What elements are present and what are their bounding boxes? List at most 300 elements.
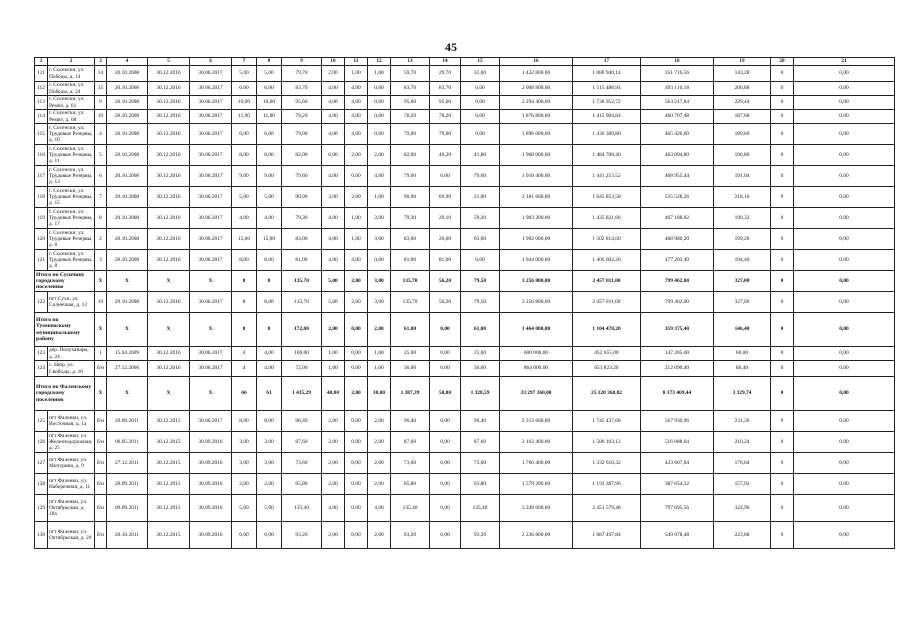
address-cell: г. Сосенски, ул. Ремиз, д. 68	[48, 110, 95, 124]
table-cell: 1 502 814,60	[573, 229, 641, 250]
table-cell: 223,68	[714, 522, 771, 549]
table-cell: 8	[232, 313, 257, 347]
column-number-cell: 3	[95, 58, 107, 66]
table-row	[35, 347, 895, 361]
table-cell: 1 579 200,00	[500, 474, 573, 495]
table-cell: 3,00	[368, 229, 391, 250]
table-cell: 0,00	[430, 166, 461, 187]
table-cell: 2 236 800,00	[500, 522, 573, 549]
table-row	[35, 124, 895, 145]
address-cell: с. Нюр, ул. Свободы, д. 10	[48, 361, 95, 377]
table-cell: 0	[771, 187, 794, 208]
table-cell: 21,00	[461, 187, 500, 208]
table-row	[35, 82, 895, 96]
table-cell: 8,00	[257, 250, 282, 271]
address-cell: пгт Фаленки, ул. Мичурина, д. 9	[48, 453, 95, 474]
table-cell: 20.10.2008	[107, 110, 148, 124]
table-cell: 79,60	[391, 166, 430, 187]
table-cell: 83,70	[282, 82, 322, 96]
table-cell: 1,00	[368, 187, 391, 208]
address-cell: г. Сосенски, ул. Трудовые Резервы, д. 13	[49, 166, 93, 186]
table-cell: б/н	[95, 474, 107, 495]
table-cell: 8,00	[232, 411, 257, 432]
table-row	[35, 453, 895, 474]
table-cell: 30.09.2016	[190, 453, 232, 474]
table-cell: 6,00	[322, 145, 345, 166]
table-cell: 1 944 000,00	[500, 250, 573, 271]
table-cell: 130	[35, 522, 48, 549]
table-cell: 189,60	[714, 124, 771, 145]
table-cell: 0,00	[430, 495, 461, 522]
register-table-body	[35, 58, 895, 549]
table-cell: 0	[771, 82, 794, 96]
table-cell: 79,60	[282, 166, 322, 187]
table-cell: 79,00	[391, 124, 430, 145]
table-row	[35, 474, 895, 495]
table-cell: 123	[35, 347, 48, 361]
table-cell: 0	[771, 145, 794, 166]
table-cell: 0,00	[430, 453, 461, 474]
table-cell: 5,00	[322, 292, 345, 313]
table-cell: 3,00	[322, 187, 345, 208]
table-cell: 20.10.2008	[107, 82, 148, 96]
table-cell: 8	[257, 271, 282, 292]
table-cell: 797 695,56	[641, 495, 714, 522]
table-cell: 0	[771, 522, 794, 549]
table-cell: 5,00	[232, 187, 257, 208]
table-cell: X	[107, 377, 148, 411]
table-cell: 73,60	[391, 453, 430, 474]
table-cell: 90,90	[282, 187, 322, 208]
table-cell: 2,00	[322, 411, 345, 432]
table-cell: 36,00	[461, 361, 500, 377]
table-cell: 3,00	[257, 432, 282, 453]
table-cell: 3 249 600,00	[500, 495, 573, 522]
table-cell: 2,00	[368, 432, 391, 453]
table-cell: 10,00	[257, 96, 282, 110]
table-cell: 95,60	[430, 96, 461, 110]
table-row	[35, 229, 895, 250]
table-cell: 0,00	[345, 453, 368, 474]
table-cell: 3,00	[232, 453, 257, 474]
table-cell: 114	[35, 110, 48, 124]
table-row	[35, 208, 895, 229]
table-cell: 117	[35, 166, 48, 187]
address-cell: пгт Фаленки, ул. Октябрьская, д. 20	[48, 522, 95, 549]
table-cell: 65,80	[282, 474, 322, 495]
table-cell: 6,00	[257, 522, 282, 549]
table-cell: X	[95, 271, 107, 292]
table-cell: 1 992 000,00	[500, 229, 573, 250]
table-cell: 468 955,44	[641, 166, 714, 187]
table-cell: 30.12.2016	[148, 361, 190, 377]
table-cell: 191,04	[714, 166, 771, 187]
table-cell: 4,00	[257, 361, 282, 377]
table-cell: 135,40	[461, 495, 500, 522]
table-row	[35, 361, 895, 377]
table-cell: 0,00	[345, 432, 368, 453]
table-cell: 1,00	[368, 361, 391, 377]
table-cell: 2,00	[368, 474, 391, 495]
table-cell: 1,00	[345, 66, 368, 82]
table-cell: 0,00	[461, 82, 500, 96]
table-cell: 1 876 800,00	[500, 110, 573, 124]
table-cell: 33 297 360,00	[500, 377, 573, 411]
table-cell: 40,20	[430, 145, 461, 166]
table-cell: 116	[35, 145, 48, 166]
table-cell: 30.09.2016	[190, 522, 232, 549]
table-cell: 1 415 904,84	[573, 110, 641, 124]
table-cell: 2,00	[345, 271, 368, 292]
table-cell: 124	[35, 361, 48, 377]
table-cell: 93,20	[282, 522, 322, 549]
table-cell: 0,00	[794, 411, 895, 432]
table-cell: 10,00	[232, 96, 257, 110]
table-cell: 5,00	[257, 66, 282, 82]
address-cell: пгт Фаленки, ул. Набережная, д. 11	[48, 474, 95, 495]
table-cell: 0,00	[430, 361, 461, 377]
table-cell: 2,00	[322, 313, 345, 347]
table-cell: 1 387,39	[391, 377, 430, 411]
address-cell: г. Сосенски, ул. Трудовые Резервы, д. 11	[49, 145, 93, 165]
table-cell: 20.10.2008	[107, 96, 148, 110]
table-row	[35, 250, 895, 271]
table-cell: 1 435 821,66	[573, 208, 641, 229]
table-cell: 2 457 011,00	[573, 271, 641, 292]
table-cell: 194,40	[714, 250, 771, 271]
table-cell: 4,00	[322, 250, 345, 271]
table-row	[35, 187, 895, 208]
table-cell: 8,00	[232, 145, 257, 166]
table-cell: 535 528,26	[641, 187, 714, 208]
table-cell: 4,00	[257, 347, 282, 361]
table-cell: 1	[95, 347, 107, 361]
column-number-cell: 6	[190, 58, 232, 66]
table-cell: 31,00	[461, 66, 500, 82]
table-cell: 61	[257, 377, 282, 411]
column-number-cell: 8	[257, 58, 282, 66]
table-cell: 0	[771, 453, 794, 474]
table-cell: 0,00	[430, 432, 461, 453]
table-cell: 30.12.2016	[148, 96, 190, 110]
table-cell: 0	[771, 250, 794, 271]
table-cell: 146,40	[714, 313, 771, 347]
table-cell: 2,00	[345, 187, 368, 208]
table-cell: 66	[232, 377, 257, 411]
table-cell: 1 191 387,96	[573, 474, 641, 495]
table-cell: 351 716,56	[641, 66, 714, 82]
table-cell: 29,70	[430, 66, 461, 82]
table-cell: 29.10.2008	[107, 292, 148, 313]
table-cell: 0	[771, 124, 794, 145]
table-cell: 4,00	[322, 229, 345, 250]
table-cell: 2 457 011,00	[573, 292, 641, 313]
table-cell: 1 687 497,84	[573, 522, 641, 549]
column-number-cell: 10	[322, 58, 345, 66]
table-row	[35, 145, 895, 166]
table-cell: 15,00	[257, 229, 282, 250]
table-cell: 87,60	[461, 432, 500, 453]
table-cell: 0,00	[345, 411, 368, 432]
table-cell: 30.12.2016	[148, 187, 190, 208]
table-cell: 2 294 400,00	[500, 96, 573, 110]
table-cell: 8,00	[257, 292, 282, 313]
table-cell: 0	[771, 271, 794, 292]
table-cell: 96,40	[391, 411, 430, 432]
table-cell: 1 104 478,20	[573, 313, 641, 347]
table-cell: X	[190, 271, 232, 292]
total-row	[35, 377, 895, 411]
table-cell: 72,00	[282, 361, 322, 377]
table-cell: X	[148, 271, 190, 292]
table-cell: 11,00	[257, 110, 282, 124]
table-cell: 465 420,60	[641, 124, 714, 145]
table-cell: 0,00	[345, 522, 368, 549]
table-cell: 135,70	[391, 271, 430, 292]
table-cell: 83,00	[391, 229, 430, 250]
table-cell: 199,20	[714, 229, 771, 250]
address-cell: г. Сосенски, ул. Ремиз, д. 61	[48, 96, 95, 110]
table-cell: 25 120 360,82	[573, 377, 641, 411]
table-cell: 0,00	[794, 432, 895, 453]
table-cell: 127	[35, 453, 48, 474]
table-cell: 6,00	[257, 82, 282, 96]
table-cell: 61,00	[391, 313, 430, 347]
table-cell: 30.12.2015	[148, 453, 190, 474]
total-label-cell: Итого по Фаленскому городскому поселению	[35, 377, 95, 411]
table-cell: 20.10.2011	[107, 522, 148, 549]
table-cell: 56,20	[430, 271, 461, 292]
table-cell: 5	[95, 145, 107, 166]
table-cell: 4,00	[232, 208, 257, 229]
address-cell: пгт Фаленки, ул. Восточная, д. 1а	[48, 411, 95, 432]
table-cell: 81,00	[282, 250, 322, 271]
table-cell: 14	[95, 66, 107, 82]
table-row	[35, 522, 895, 549]
table-cell: б/н	[95, 411, 107, 432]
total-row	[35, 271, 895, 292]
column-number-cell: 18	[641, 58, 714, 66]
table-cell: 0,00	[794, 187, 895, 208]
table-cell: 212 090,40	[641, 361, 714, 377]
table-cell: 3,00	[232, 432, 257, 453]
table-cell: 2,00	[368, 411, 391, 432]
table-cell: 2,00	[345, 377, 368, 411]
column-number-cell: 14	[430, 58, 461, 66]
table-cell: 4,00	[322, 166, 345, 187]
table-cell: 0,00	[794, 166, 895, 187]
table-cell: 10	[95, 110, 107, 124]
table-cell: 30.12.2016	[148, 208, 190, 229]
table-cell: 73,60	[282, 453, 322, 474]
table-cell: 30.12.2016	[148, 82, 190, 96]
table-cell: 327,00	[714, 292, 771, 313]
column-number-cell: 9	[282, 58, 322, 66]
table-cell: 4,00	[322, 82, 345, 96]
table-cell: 4,00	[322, 124, 345, 145]
table-cell: 93,20	[461, 522, 500, 549]
table-cell: 1 968 000,00	[500, 145, 573, 166]
table-cell: 3,00	[368, 271, 391, 292]
table-cell: 30.12.2016	[148, 229, 190, 250]
table-cell: 3,00	[257, 453, 282, 474]
table-cell: 79,00	[430, 124, 461, 145]
table-cell: 2	[95, 229, 107, 250]
table-cell: 96,40	[282, 411, 322, 432]
table-cell: 1 586 103,12	[573, 432, 641, 453]
table-cell: 0,00	[368, 250, 391, 271]
table-cell: 30.09.2016	[190, 495, 232, 522]
table-cell: 30.06.2017	[190, 187, 232, 208]
table-cell: X	[95, 313, 107, 347]
table-cell: 210,24	[714, 432, 771, 453]
table-cell: 3 256 800,00	[500, 271, 573, 292]
table-cell: 799 462,00	[641, 271, 714, 292]
table-cell: 0,00	[368, 82, 391, 96]
table-cell: 0	[771, 292, 794, 313]
table-row	[35, 166, 895, 187]
address-cell: г. Сосенски, ул. Трудовые Резервы, д. 15	[49, 187, 93, 207]
table-cell: 4	[232, 361, 257, 377]
table-cell: 20.10.2008	[107, 166, 148, 187]
column-number-cell: 17	[573, 58, 641, 66]
table-cell: 58,80	[430, 377, 461, 411]
table-cell: 3,00	[368, 292, 391, 313]
table-cell: 86,40	[714, 361, 771, 377]
table-cell: 2,00	[368, 453, 391, 474]
table-cell: 3,00	[368, 208, 391, 229]
column-number-cell: 19	[714, 58, 771, 66]
table-cell: 8 173 469,44	[641, 377, 714, 411]
table-cell: 81,00	[391, 250, 430, 271]
table-cell: 09.09.2011	[107, 495, 148, 522]
table-cell: 30.06.2017	[190, 229, 232, 250]
table-cell: 20.10.2008	[107, 187, 148, 208]
table-cell: 2,00	[345, 145, 368, 166]
table-cell: 30.12.2016	[148, 110, 190, 124]
table-cell: 0,00	[345, 166, 368, 187]
table-cell: 30.12.2016	[148, 66, 190, 82]
table-cell: 2 008 800,00	[500, 82, 573, 96]
table-cell: 0	[771, 377, 794, 411]
table-row	[35, 66, 895, 82]
table-cell: 15.04.2009	[107, 347, 148, 361]
table-cell: 30.09.2016	[190, 432, 232, 453]
table-cell: 112	[35, 82, 48, 96]
table-cell: 0	[771, 96, 794, 110]
table-cell: 79,20	[282, 110, 322, 124]
table-cell: 2,00	[322, 453, 345, 474]
table-cell: 157,92	[714, 474, 771, 495]
table-cell: 38,00	[368, 377, 391, 411]
table-cell: 1,00	[368, 347, 391, 361]
table-cell: 128	[35, 474, 48, 495]
table-cell: 36,00	[391, 361, 430, 377]
column-number-cell: 16	[500, 58, 573, 66]
table-cell: 2,00	[368, 522, 391, 549]
address-cell: дер. Полуханари, д. 24	[48, 347, 95, 361]
table-cell: 20.10.2008	[107, 66, 148, 82]
table-cell: 4	[95, 124, 107, 145]
table-cell: 8	[232, 292, 257, 313]
table-cell: 135,70	[391, 292, 430, 313]
table-cell: 69,90	[430, 187, 461, 208]
table-cell: 30.12.2015	[148, 522, 190, 549]
table-cell: 120	[35, 229, 48, 250]
table-cell: 63,00	[461, 229, 500, 250]
table-cell: 7	[95, 187, 107, 208]
table-cell: 30.06.2017	[190, 66, 232, 82]
table-cell: 4,00	[322, 495, 345, 522]
table-cell: 118	[35, 187, 48, 208]
table-cell: 30.12.2015	[148, 411, 190, 432]
table-cell: 452 655,00	[573, 347, 641, 361]
table-cell: 0	[771, 495, 794, 522]
table-cell: 2,00	[368, 313, 391, 347]
table-cell: 0	[771, 166, 794, 187]
table-cell: X	[95, 377, 107, 411]
table-cell: 0,00	[345, 313, 368, 347]
address-cell: пгт Сухи, ул. Солнечная, д. 12	[48, 292, 95, 313]
table-cell: 2 313 600,00	[500, 411, 573, 432]
table-cell: 0	[771, 208, 794, 229]
table-cell: 2,00	[322, 474, 345, 495]
table-cell: X	[190, 313, 232, 347]
table-cell: 30.12.2016	[148, 145, 190, 166]
table-cell: 0,00	[794, 271, 895, 292]
table-cell: 324,96	[714, 495, 771, 522]
table-cell: 129	[35, 495, 48, 522]
address-cell: г. Сосенски, ул. Трудовые Резервы, д. 10	[49, 124, 93, 144]
table-cell: 1 730 952,72	[573, 96, 641, 110]
table-cell: 122	[35, 292, 48, 313]
table-cell: 96,40	[461, 411, 500, 432]
column-number-row	[35, 58, 895, 66]
table-cell: 126	[35, 432, 48, 453]
table-cell: 4,00	[368, 166, 391, 187]
table-cell: X	[148, 313, 190, 347]
table-cell: 30.06.2017	[190, 82, 232, 96]
table-cell: 8	[95, 208, 107, 229]
table-cell: 113	[35, 96, 48, 110]
table-cell: 5,00	[232, 66, 257, 82]
table-cell: 93,20	[391, 522, 430, 549]
table-cell: 0,00	[430, 474, 461, 495]
table-cell: 15	[95, 82, 107, 96]
table-cell: X	[107, 271, 148, 292]
table-cell: 0,00	[794, 208, 895, 229]
table-cell: 1 896 000,00	[500, 124, 573, 145]
table-cell: 30.12.2016	[148, 292, 190, 313]
table-cell: 65,80	[391, 474, 430, 495]
table-cell: 4,00	[322, 208, 345, 229]
table-cell: 82,00	[391, 145, 430, 166]
table-cell: 4,00	[345, 82, 368, 96]
table-cell: 10	[95, 292, 107, 313]
table-cell: 30.06.2017	[190, 208, 232, 229]
table-cell: 0,00	[345, 361, 368, 377]
table-cell: 83,70	[391, 82, 430, 96]
table-cell: 8,00	[232, 250, 257, 271]
table-row	[35, 411, 895, 432]
table-cell: 06.05.2011	[107, 432, 148, 453]
table-cell: 9	[95, 96, 107, 110]
table-cell: 549 078,48	[641, 522, 714, 549]
table-cell: 8	[232, 271, 257, 292]
address-cell: пгт Фаленки, ул. Октябрьская, д. 18а	[48, 495, 95, 522]
table-cell: 4	[232, 347, 257, 361]
table-cell: 4,00	[322, 110, 345, 124]
